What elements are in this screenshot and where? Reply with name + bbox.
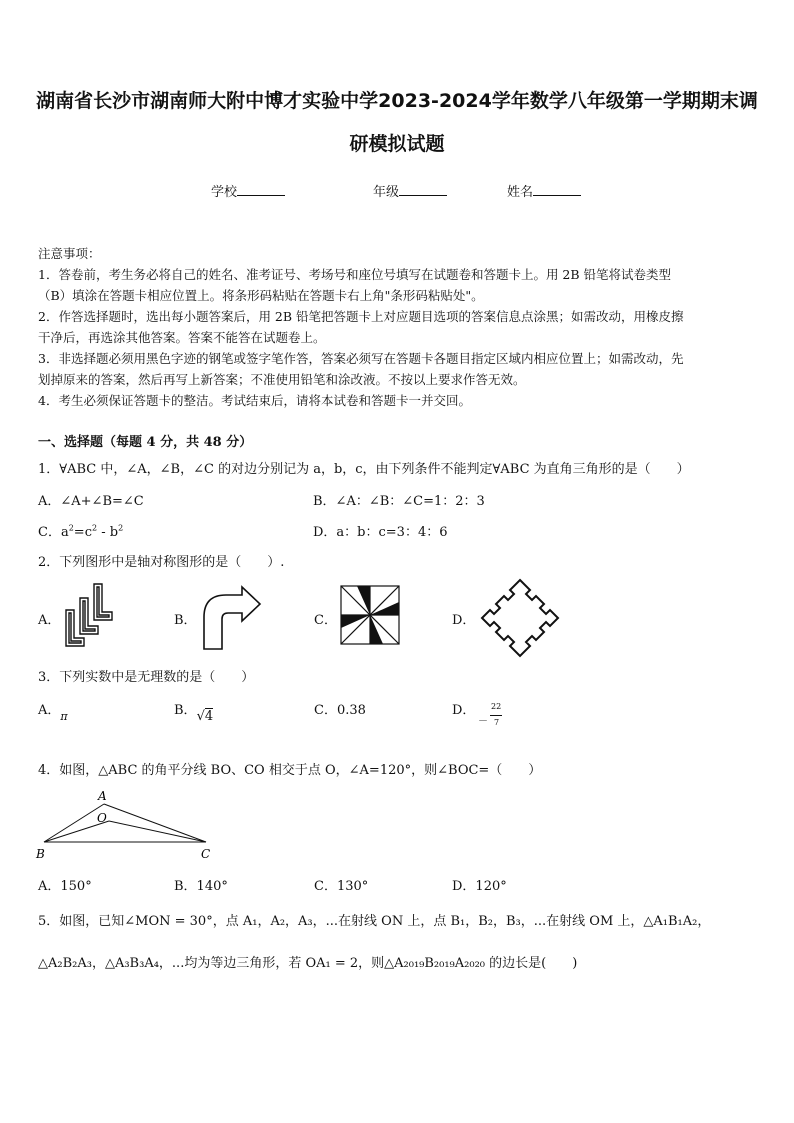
school-field [211, 181, 285, 200]
q3-option-c[interactable]: C．0.38 [314, 703, 366, 718]
title-line-2: 研模拟试题 [349, 133, 445, 155]
section-heading: 一、选择题（每题 4 分，共 48 分） [38, 435, 253, 450]
notes-line: 2．作答选择题时，选出每小题答案后，用 2B 铅笔把答题卡上对应题目选项的答案信息点涂黑；如需改动，用橡皮擦 [38, 309, 684, 324]
q2-option-d[interactable]: D． [452, 613, 476, 628]
title-line-1: 湖南省长沙市湖南师大附中博才实验中学2023-2024学年数学八年级第一学期期末调 [36, 90, 758, 112]
q2-figure-b [198, 585, 264, 651]
grade-field [373, 181, 447, 200]
q2-figure-a [62, 582, 124, 650]
q1-stem: 1．∀ABC 中，∠A，∠B，∠C 的对边分别记为 a，b，c，由下列条件不能判定∀ABC 为直角三角形的是（ ） [38, 462, 690, 477]
notes-line: 划掉原来的答案，然后再写上新答案；不准使用铅笔和涂改液。不按以上要求作答无效。 [38, 372, 526, 387]
notes-line: （B）填涂在答题卡相应位置上。将条形码粘贴在答题卡右上角"条形码粘贴处"。 [38, 288, 484, 303]
school-blank[interactable] [237, 183, 285, 196]
grade-blank[interactable] [399, 183, 447, 196]
q1-option-d[interactable]: D．a：b：c=3：4：6 [313, 525, 448, 540]
q2-option-c[interactable]: C． [314, 613, 337, 628]
q5-line-1: 5．如图，已知∠MON = 30°，点 A₁，A₂，A₃，...在射线 ON 上，点 B₁，B₂，B₃，...在射线 OM 上，△A₁B₁A₂， [38, 914, 711, 929]
q5-line-2: △A₂B₂A₃，△A₃B₃A₄，...均为等边三角形，若 OA₁ = 2，则△A₂₀₁₉B₂₀₁₉A₂₀₂₀ 的边长是( ) [38, 956, 578, 971]
vertex-label-a: A [98, 789, 107, 803]
q4-option-a[interactable]: A．150° [38, 879, 92, 894]
grade-label: 年级 [373, 185, 400, 200]
vertex-label-o: O [97, 811, 107, 825]
name-blank[interactable] [533, 183, 581, 196]
notes-block [38, 243, 758, 411]
q2-figure-c [339, 584, 401, 648]
name-label: 姓名 [507, 185, 534, 200]
q3-stem: 3．下列实数中是无理数的是（ ） [38, 670, 255, 685]
q4-stem: 4．如图，△ABC 的角平分线 BO、CO 相交于点 O，∠A=120°，则∠BOC=（ ） [38, 763, 542, 778]
vertex-label-c: C [201, 847, 211, 861]
q2-figure-d [480, 578, 560, 658]
q1-option-c[interactable]: C．$a^2=c^2 - b^2$ [38, 523, 124, 540]
pi-symbol: π [60, 710, 68, 723]
q2-option-b[interactable]: B． [174, 613, 197, 628]
q1-option-a[interactable]: A．∠A+∠B=∠C [38, 494, 144, 509]
q4-option-c[interactable]: C．130° [314, 879, 369, 894]
q3-option-b[interactable]: B．√4 [174, 703, 214, 724]
q3-option-d[interactable]: D． [452, 703, 476, 718]
q3-option-a[interactable]: A．$_\pi$ [38, 703, 68, 723]
notes-line: 3．非选择题必须用黑色字迹的钢笔或签字笔作答，答案必须写在答题卡各题目指定区域内相应位置上；如需改动，先 [38, 351, 684, 366]
notes-line: 4．考生必须保证答题卡的整洁。考试结束后，请将本试卷和答题卡一并交回。 [38, 393, 471, 408]
school-label: 学校 [211, 185, 238, 200]
sqrt-icon: √4 [196, 709, 214, 724]
q4-option-d[interactable]: D．120° [452, 879, 507, 894]
q2-option-a[interactable]: A． [38, 613, 61, 628]
notes-heading: 注意事项： [38, 246, 101, 261]
q4-option-b[interactable]: B．140° [174, 879, 228, 894]
name-field [507, 181, 581, 200]
q4-triangle-figure [34, 788, 224, 862]
notes-line: 干净后，再选涂其他答案。答案不能答在试题卷上。 [38, 330, 326, 345]
notes-line: 1．答卷前，考生务必将自己的姓名、准考证号、考场号和座位号填写在试题卷和答题卡上。用 2B 铅笔将试卷类型 [38, 267, 672, 282]
vertex-label-b: B [36, 847, 45, 861]
q2-stem: 2．下列图形中是轴对称图形的是（ ）. [38, 555, 285, 570]
q1-option-b[interactable]: B．∠A：∠B：∠C=1：2：3 [313, 494, 485, 509]
